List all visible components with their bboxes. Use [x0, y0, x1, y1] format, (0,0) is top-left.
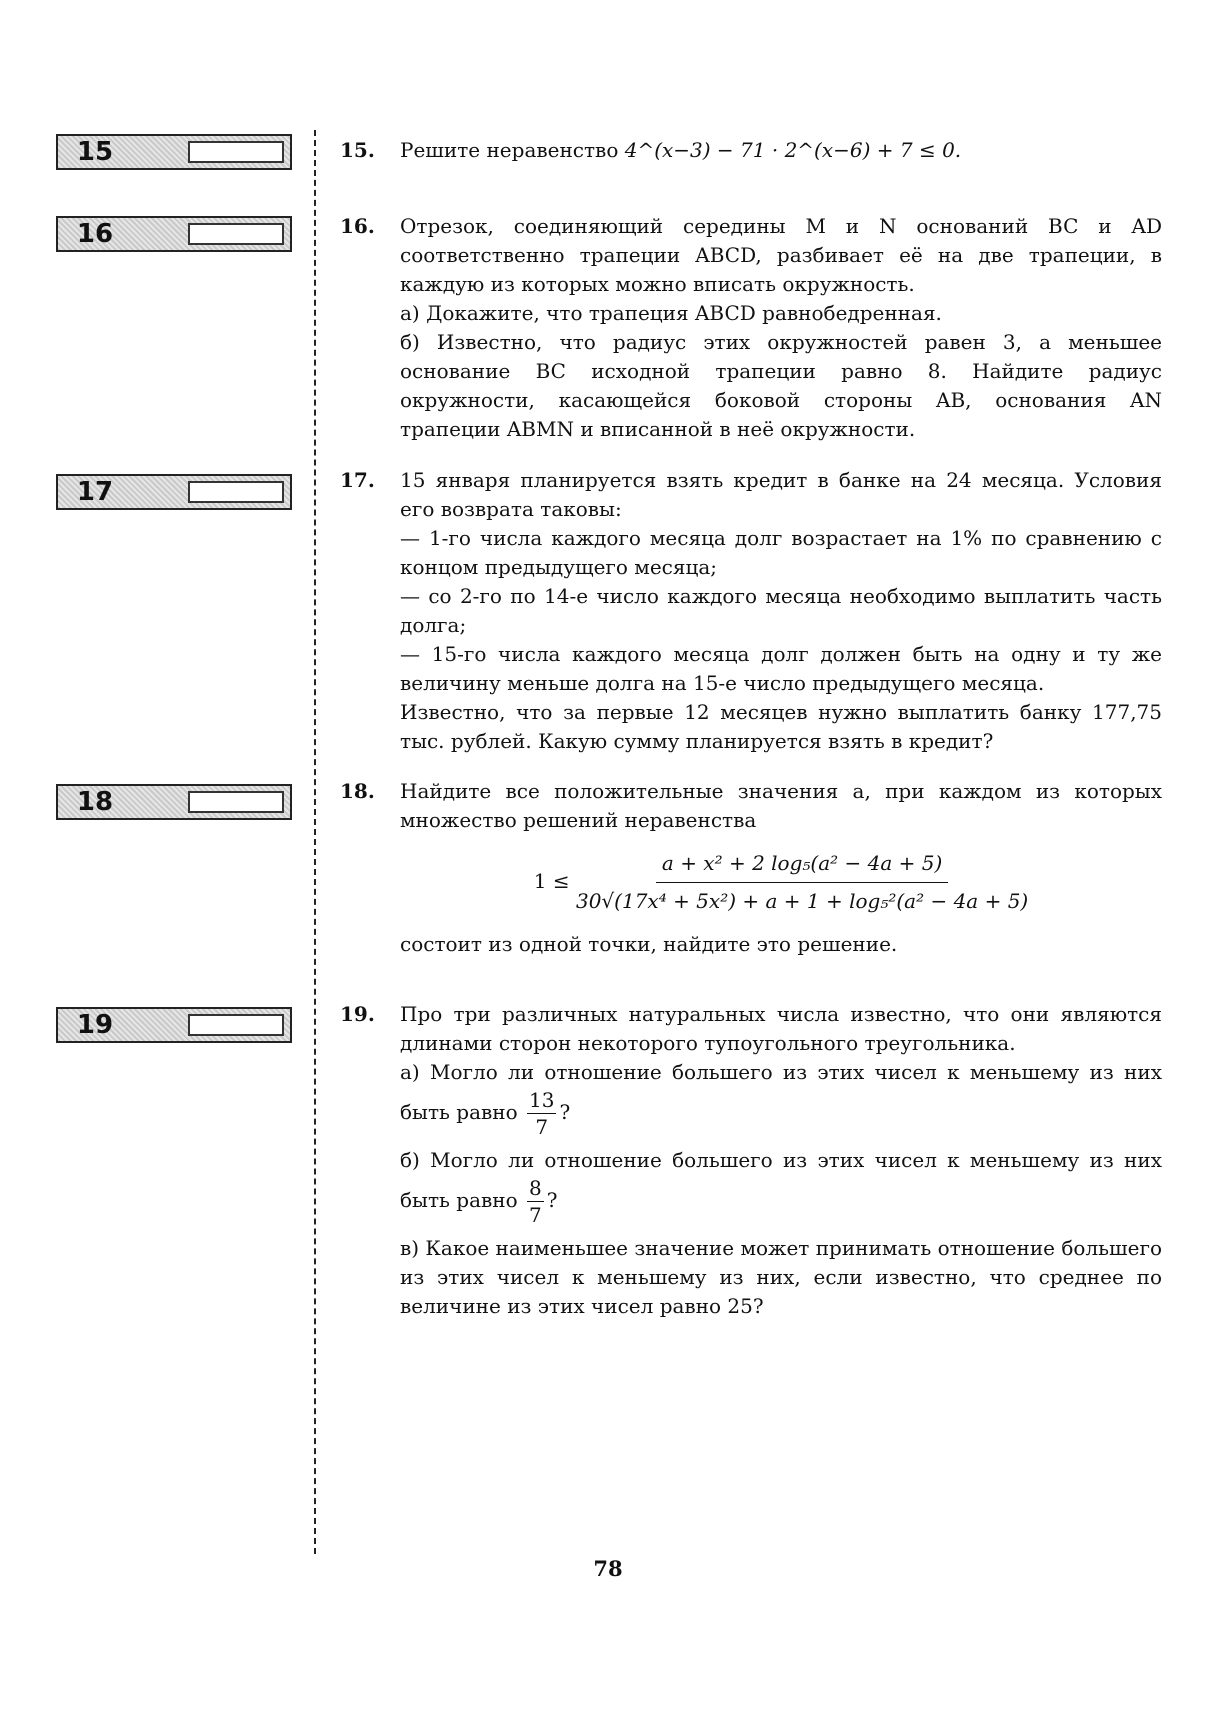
answer-field[interactable] — [188, 1014, 284, 1036]
problem-number: 19. — [340, 1002, 375, 1026]
problem-number: 16. — [340, 214, 375, 238]
problem-16 — [340, 212, 1162, 444]
problem-17-condition-2: — со 2-го по 14-е число каждого месяца необходимо выплатить часть долга; — [400, 584, 1162, 637]
problem-15-formula: 4^(x−3) − 71 · 2^(x−6) + 7 ≤ 0. — [624, 138, 962, 162]
problem-16-text: Отрезок, соединяющий середины M и N оснований BC и AD соответственно трапеции ABCD, разбивает её на две трапеции, в каждую из которых можно вписать окружность. — [400, 214, 1162, 296]
answer-box-label: 18 — [76, 787, 114, 817]
part-b-fraction — [527, 1175, 544, 1228]
answer-field[interactable] — [188, 141, 284, 163]
part-a-fraction — [527, 1087, 556, 1140]
answer-field[interactable] — [188, 223, 284, 245]
problem-19-part-a — [400, 1058, 1162, 1140]
inequality-lhs: 1 ≤ — [533, 869, 570, 893]
problem-17 — [340, 466, 1162, 756]
answer-box-19 — [56, 1007, 292, 1043]
problem-18-inequality — [400, 849, 1162, 916]
answer-field[interactable] — [188, 481, 284, 503]
problem-17-condition-3: — 15-го числа каждого месяца долг должен быть на одну и ту же величину меньше долга на 15-е число предыдущего месяца. — [400, 642, 1162, 695]
problem-16-part-b: б) Известно, что радиус этих окружностей равен 3, а меньшее основание BC исходной трапеции равно 8. Найдите радиус окружности, касающейся боковой стороны AB, основания AN трапеции ABMN и вписанной в неё окружности. — [400, 330, 1162, 441]
problem-15-lead: Решите неравенство — [400, 138, 619, 162]
answer-box-label: 16 — [76, 219, 114, 249]
problem-17-condition-1: — 1-го числа каждого месяца долг возрастает на 1% по сравнению с концом предыдущего месяца; — [400, 526, 1162, 579]
answer-box-18 — [56, 784, 292, 820]
answer-box-label: 19 — [76, 1010, 114, 1040]
cut-line-divider — [314, 130, 316, 1554]
fraction-denominator: 7 — [535, 1115, 549, 1139]
part-a-text: а) Могло ли отношение большего из этих чисел к меньшему из них быть равно — [400, 1060, 1162, 1124]
fraction-denominator: 7 — [529, 1203, 542, 1227]
problem-17-text: 15 января планируется взять кредит в банке на 24 месяца. Условия его возврата таковы: — [400, 468, 1162, 521]
page-number: 78 — [593, 1556, 623, 1581]
answer-box-17 — [56, 474, 292, 510]
problem-19-part-c: в) Какое наименьшее значение может принимать отношение большего из этих чисел к меньшему из них, если известно, что среднее по величине из этих чисел равно 25? — [400, 1236, 1163, 1318]
problem-19 — [340, 1000, 1162, 1321]
answer-box-label: 15 — [76, 137, 114, 167]
fraction-numerator: a + x² + 2 log₅(a² − 4a + 5) — [656, 849, 948, 883]
problem-19-part-b — [400, 1146, 1162, 1228]
problem-15 — [340, 136, 1162, 165]
problem-number: 18. — [340, 779, 375, 803]
fraction-denominator: 30√(17x⁴ + 5x²) + a + 1 + log₅²(a² − 4a + 5) — [575, 889, 1029, 913]
part-b-text: б) Могло ли отношение большего из этих чисел к меньшему из них быть равно — [400, 1148, 1162, 1212]
problem-number: 17. — [340, 468, 375, 492]
answer-field[interactable] — [188, 791, 284, 813]
fraction-numerator: 13 — [529, 1088, 555, 1112]
answer-box-label: 17 — [76, 477, 114, 507]
question-mark: ? — [559, 1100, 571, 1124]
fraction-numerator: 8 — [529, 1176, 542, 1200]
problem-18-tail: состоит из одной точки, найдите это решение. — [400, 932, 898, 956]
problem-number: 15. — [340, 138, 375, 162]
problem-17-question: Известно, что за первые 12 месяцев нужно выплатить банку 177,75 тыс. рублей. Какую сумму планируется взять в кредит? — [400, 700, 1162, 753]
answer-box-15 — [56, 134, 292, 170]
problem-18-text: Найдите все положительные значения a, при каждом из которых множество решений неравенства — [400, 779, 1162, 832]
problem-19-text: Про три различных натуральных числа известно, что они являются длинами сторон некоторого тупоугольного треугольника. — [400, 1002, 1162, 1055]
problem-18 — [340, 777, 1162, 959]
question-mark: ? — [546, 1188, 558, 1212]
answer-box-16 — [56, 216, 292, 252]
problem-16-part-a: а) Докажите, что трапеция ABCD равнобедренная. — [400, 301, 942, 325]
inequality-fraction — [576, 849, 1028, 916]
